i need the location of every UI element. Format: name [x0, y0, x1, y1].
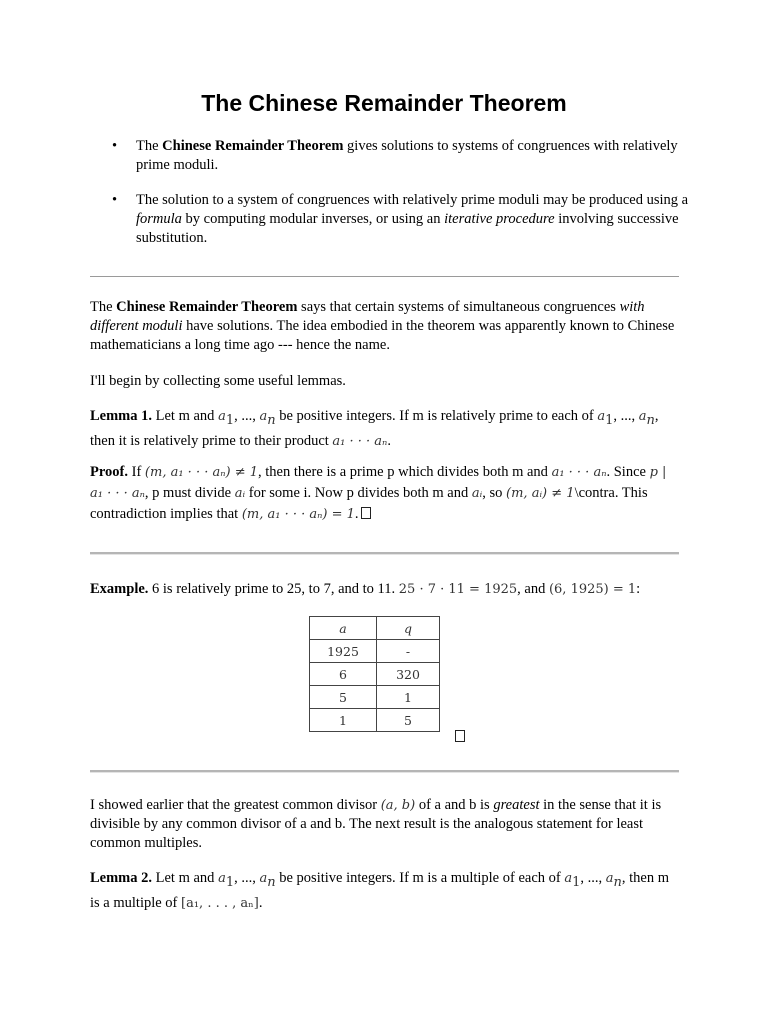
bullet-summary-1: The Chinese Remainder Theorem gives solutions to systems of congruences with relatively prime moduli.	[136, 138, 678, 173]
intro-paragraph: The Chinese Remainder Theorem says that certain systems of simultaneous congruences with different moduli have solutions. The idea embodied in the theorem was apparently known to Chinese mathematicians a long time ago --- hence the name.	[90, 299, 675, 353]
table-cell: 1925	[310, 640, 377, 663]
table-header-row	[310, 617, 440, 640]
table-header-cell: a	[310, 617, 377, 640]
table-row	[310, 640, 440, 663]
lemma-1: Lemma 1. Let m and $a_1$, ..., $a_n$ be positive integers. If m is relatively prime to each of $a_1$, ..., $a_n$, then it is relatively prime to their product a₁ · · · aₙ.	[90, 408, 659, 449]
section-divider	[90, 276, 679, 277]
example-paragraph: Example. 6 is relatively prime to 25, to 7, and to 11. 25 · 7 · 11 = 1925, and (6, 1925) = 1:	[90, 581, 641, 597]
bullet-summary-2: The solution to a system of congruences with relatively prime moduli may be produced using a formula by computing modular inverses, or using an iterative procedure involving successive substitution.	[136, 192, 689, 246]
euclid-table	[309, 616, 440, 732]
lemmas-intro: I'll begin by collecting some useful lemmas.	[90, 373, 346, 389]
qed-box-icon	[453, 728, 465, 746]
table-row	[310, 686, 440, 709]
table-cell: -	[377, 640, 440, 663]
table-cell: 5	[377, 709, 440, 732]
table-cell: 320	[377, 663, 440, 686]
table-cell: 6	[310, 663, 377, 686]
table-header-cell: q	[377, 617, 440, 640]
table-cell: 1	[377, 686, 440, 709]
section-divider	[90, 552, 679, 555]
gcd-paragraph: I showed earlier that the greatest common divisor (a, b) of a and b is greatest in the sense that it is divisible by any common divisor of a and b. The next result is the analogous statement for least common multiples.	[90, 797, 662, 851]
table-cell: 1	[310, 709, 377, 732]
table-row	[310, 709, 440, 732]
bullet-marker: •	[112, 138, 118, 154]
qed-box-icon	[361, 507, 371, 519]
section-divider	[90, 770, 679, 773]
bullet-marker: •	[112, 192, 118, 208]
lemma-2: Lemma 2. Let m and $a_1$, ..., $a_n$ be positive integers. If m is a multiple of each of $a_1$, ..., $a_n$, then m is a multiple of [a₁, . . . , aₙ].	[90, 870, 670, 911]
page-title: The Chinese Remainder Theorem	[201, 90, 567, 116]
table-cell: 5	[310, 686, 377, 709]
table-row	[310, 663, 440, 686]
proof-lemma-1: Proof. If (m, a₁ · · · aₙ) ≠ 1, then there is a prime p which divides both m and a₁ · · · aₙ. Since p | a₁ · · · aₙ, p must divide aᵢ for some i. Now p divides both m and aᵢ, so (m, aᵢ) ≠ 1\contra. This contradiction implies that (m, a₁ · · · aₙ) = 1.	[90, 464, 667, 522]
